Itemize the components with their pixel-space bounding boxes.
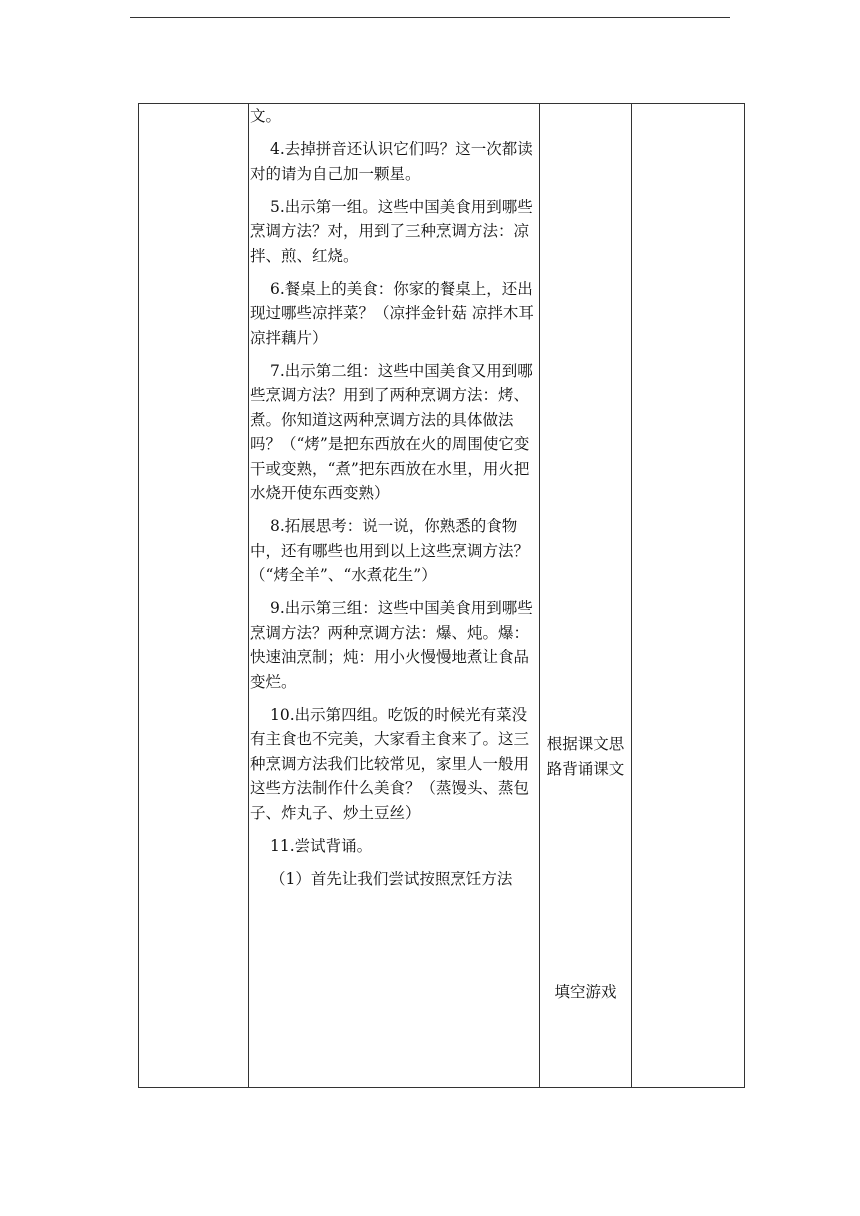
- student-activity-fill-blank-game: 填空游戏: [554, 983, 617, 1001]
- step-7-paragraph: 7.出示第二组：这些中国美食又用到哪些烹调方法？用到了两种烹调方法：烤、煮。你知道这两种烹调方法的具体做法吗？（“烤”是把东西放在火的周围使它变干或变熟，“煮”把东西放在水里，用火把水烧开使东西变熟）: [250, 361, 533, 502]
- column-divider: [539, 104, 540, 1087]
- step-4-paragraph: 4.去掉拼音还认识它们吗？这一次都读对的请为自己加一颗星。: [250, 140, 533, 183]
- paragraph-continued: 文。: [250, 107, 282, 125]
- step-5-paragraph: 5.出示第一组。这些中国美食用到哪些烹调方法？对，用到了三种烹调方法：凉拌、煎、红烧。: [250, 197, 533, 265]
- student-activity-recite: 根据课文思路背诵课文: [546, 735, 625, 778]
- step-9-paragraph: 9.出示第三组：这些中国美食用到哪些烹调方法？两种烹调方法：爆、炖。爆：快速油烹制；炖：用小火慢慢地煮让食品变烂。: [250, 599, 533, 691]
- column-divider: [631, 104, 632, 1087]
- step-11-paragraph: 11.尝试背诵。: [270, 836, 373, 855]
- column-divider: [248, 104, 249, 1087]
- lesson-table: [138, 103, 745, 1088]
- step-10-paragraph: 10.出示第四组。吃饭的时候光有菜没有主食也不完美，大家看主食来了。这三种烹调方法我们比较常见，家里人一般用这些方法制作什么美食？（蒸馒头、蒸包子、炸丸子、炒土豆丝）: [250, 705, 530, 822]
- teaching-process-cell: [250, 104, 550, 891]
- step-8-paragraph: 8.拓展思考：说一说，你熟悉的食物中，还有哪些也用到以上这些烹调方法？（“烤全羊”、“水煮花生”）: [250, 517, 530, 584]
- step-6-paragraph: 6.餐桌上的美食：你家的餐桌上，还出现过哪些凉拌菜？（凉拌金针菇 凉拌木耳 凉拌藕片）: [250, 279, 550, 347]
- header-rule: [130, 17, 730, 18]
- step-11-sub-1-paragraph: （1）首先让我们尝试按照烹饪方法: [270, 869, 513, 888]
